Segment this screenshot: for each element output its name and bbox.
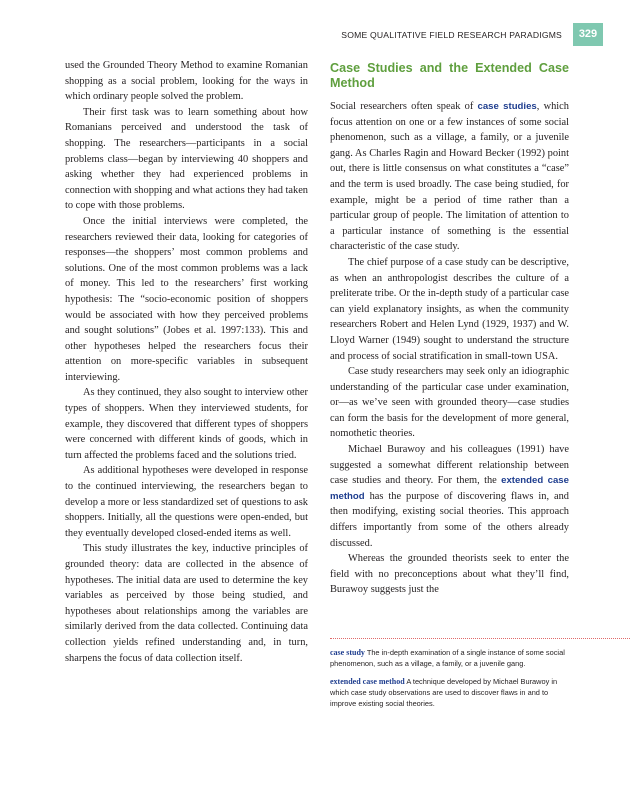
paragraph: Case study researchers may seek only an idiographic understanding of the particular case under examination, or—as we’ve seen with grounded theory—case studies can form the basis for the development of more general, nomothetic theories. [330,366,569,440]
page-number: 329 [573,23,603,46]
paragraph [330,99,569,255]
left-column [65,58,308,666]
paragraph: Whereas the grounded theorists seek to enter the field with no preconceptions about what they’ll find, Burawoy suggests just the [330,553,569,596]
paragraph: Once the initial interviews were completed, the researchers reviewed their data, looking for categories of responses—the shoppers’ most common problems and solutions. One of the most common problems was a lack of money. This led to the researchers’ first working hypothesis: The “socio-economic position of shoppers would be associated with how they perceived problems and sought solutions” (Jobes et al. 1997:133). This and other hypotheses helped the researchers focus their attention on more-specific variables in subsequent interviewing. [65,215,308,383]
paragraph: Their first task was to learn something about how Romanians perceived and understood the task of shopping. The researchers—participants in a social problems class—began by interviewing 40 shoppers and asking whether they had experienced problems in connection with shopping and what actions they had taken to cope with those problems. [65,106,308,212]
text: , which focus attention on one or a few instances of some social phenomenon, such as a village, a family, or a juvenile gang. As Charles Ragin and Howard Becker (1992) point out, there is little consensus on what constitutes a “case” and the term is used broadly. The case being studied, for example, might be a period of time rather than a particular group of people. The limitation of attention to a particular instance of something is the essential characteristic of the case study. [330,101,569,253]
glossary-definition: The in-depth examination of a single instance of some social phenomenon, such as a village, a family, or a juvenile gang. [330,648,565,668]
glossary-term: case study [330,648,365,657]
text: Social researchers often speak of [330,101,478,112]
paragraph: As they continued, they also sought to interview other types of shoppers. When they interviewed students, for example, they discovered that different types of shoppers were concerned with different kinds of goods, which in turn affected the problems faced and the solutions tried. [65,387,308,461]
key-term-case-study: case studies [477,101,537,112]
text: has the purpose of discovering flaws in, and then modifying, existing social theories. This approach differs importantly from some of the others already discussed. [330,490,569,549]
paragraph: The chief purpose of a case study can be descriptive, as when an anthropologist describes the culture of a preliterate tribe. Or the in-depth study of a particular case can yield explanatory insights, as when the community researchers Robert and Helen Lynd (1929, 1937) and W. Lloyd Warner (1949) sought to understand the structure and process of social stratification in small-town USA. [330,256,569,362]
paragraph [330,442,569,551]
glossary-entry [330,676,570,709]
running-header: SOME QUALITATIVE FIELD RESEARCH PARADIGMS [341,30,562,40]
text: Michael Burawoy and his colleagues (1991) have suggested a somewhat different relationship between case studies and theory. For them, the [330,444,569,487]
paragraph: used the Grounded Theory Method to examine Romanian shopping as a social problem, looking for the ways in which ordinary people solved the problem. [65,60,308,103]
glossary-term: extended case method [330,677,405,686]
section-heading: Case Studies and the Extended Case Method [330,61,569,90]
paragraph: This study illustrates the key, inductive principles of grounded theory: data are collected in the absence of hypotheses. The initial data are used to determine the key variables as perceived by those being studied, and hypotheses about relationships among the variables are similarly derived from the data collected. Continuing data collection yields refined understanding and, in turn, sharpens the focus of data collection itself. [65,543,308,664]
right-column [330,61,569,598]
glossary-definition: A technique developed by Michael Burawoy in which case study observations are used to discover flaws in and to improve existing social theories. [330,677,558,708]
key-term-extended-case-method: extended case method [330,475,569,502]
glossary-box [330,638,630,716]
glossary-entry [330,647,570,669]
paragraph: As additional hypotheses were developed in response to the continued interviewing, the researchers began to develop a more or less standardized set of questions to ask shoppers. Initially, all the questions were open-ended, but they eventually developed closed-ended items as well. [65,465,308,539]
